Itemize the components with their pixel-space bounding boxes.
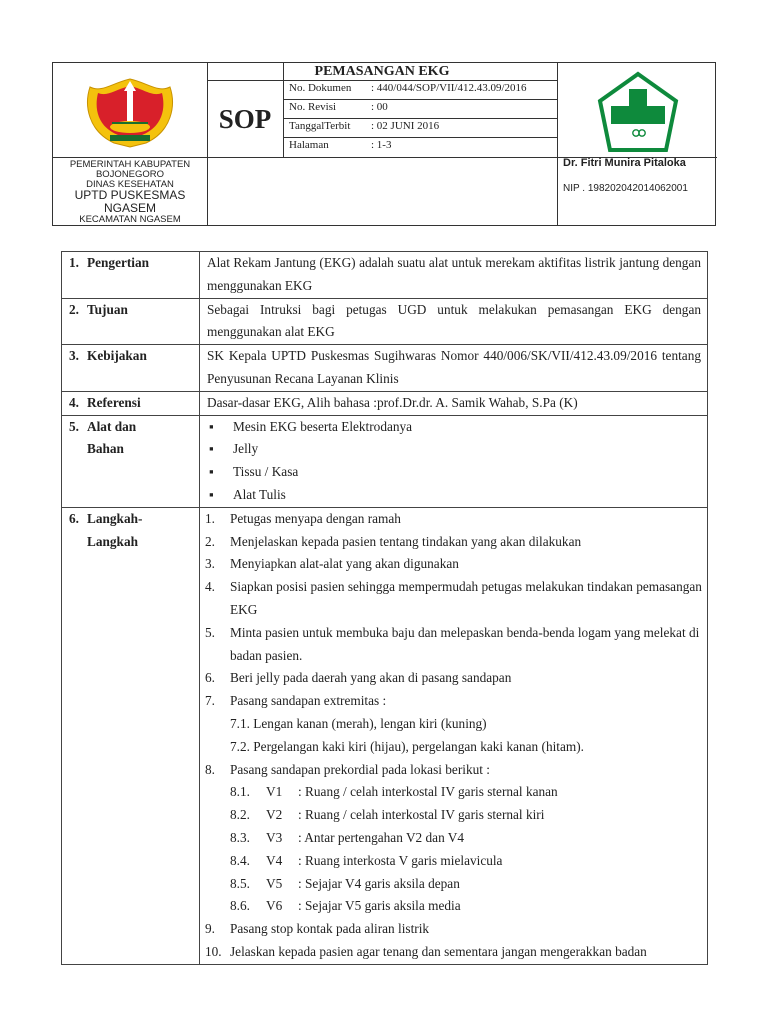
list-langkah <box>200 507 708 964</box>
sop-table <box>61 251 708 965</box>
regency-logo-icon <box>78 69 182 151</box>
sub-step-item: 7.2. Pergelangan kaki kiri (hijau), pergelangan kaki kanan (hitam). <box>230 738 584 754</box>
org-line-6: KECAMATAN NGASEM <box>79 214 181 225</box>
document-title: PEMASANGAN EKG <box>314 64 450 79</box>
step-item: 10. Jelaskan kepada pasien agar tenang dan sementara jangan mengerakkan badan <box>205 943 647 959</box>
list-alat-dan-bahan <box>200 415 708 507</box>
label-tujuan: 2. Tujuan <box>62 298 200 345</box>
field-value-no-revisi: : 00 <box>371 101 388 113</box>
field-value-no-dokumen: : 440/044/SOP/VII/412.43.09/2016 <box>371 82 527 94</box>
sub-step-item: 7.1. Lengan kanan (merah), lengan kiri (kuning) <box>230 715 487 731</box>
text-tujuan: Sebagai Intruksi bagi petugas UGD untuk melakukan pemasangan EKG dengan menggunakan alat EKG <box>200 298 708 345</box>
table-row <box>62 507 708 964</box>
field-value-halaman: : 1-3 <box>371 139 392 151</box>
org-line-4: UPTD PUSKESMAS <box>74 188 186 202</box>
table-row <box>62 345 708 392</box>
sub-step-item: 8.5. V5 : Sejajar V4 garis aksila depan <box>230 875 460 891</box>
text-pengertian: Alat Rekam Jantung (EKG) adalah suatu alat untuk merekam aktifitas listrik jantung dengan menggunakan EKG <box>200 252 708 299</box>
field-value-tanggal-terbit: : 02 JUNI 2016 <box>371 120 440 132</box>
step-item: 6. Beri jelly pada daerah yang akan di pasang sandapan <box>205 670 512 686</box>
table-row <box>62 415 708 507</box>
sub-step-item: 8.2. V2 : Ruang / celah interkostal IV garis sternal kiri <box>230 807 545 823</box>
signatory-name: Dr. Fitri Munira Pitaloka <box>563 157 686 169</box>
step-item: 9. Pasang stop kontak pada aliran listrik <box>205 921 430 937</box>
sop-label: SOP <box>218 104 272 134</box>
org-line-1: PEMERINTAH KABUPATEN <box>69 159 191 170</box>
text-referensi: Dasar-dasar EKG, Alih bahasa :prof.Dr.dr. A. Samik Wahab, S.Pa (K) <box>200 391 708 415</box>
text-kebijakan: SK Kepala UPTD Puskesmas Sugihwaras Nomor 440/006/SK/VII/412.43.09/2016 tentang Penyusunan Recana Layanan Klinis <box>200 345 708 392</box>
document-header <box>52 62 716 226</box>
list-item: ▪ Tissu / Kasa <box>209 464 299 480</box>
sub-step-item: 8.6. V6 : Sejajar V5 garis aksila media <box>230 898 461 914</box>
sub-step-item: 8.3. V3 : Antar pertengahan V2 dan V4 <box>230 829 465 845</box>
org-line-5: NGASEM <box>103 201 156 215</box>
field-label-tanggal-terbit: TanggalTerbit <box>289 120 351 132</box>
list-item: ▪ Jelly <box>209 441 259 457</box>
list-item: ▪ Mesin EKG beserta Elektrodanya <box>209 418 413 434</box>
step-item: 1. Petugas menyapa dengan ramah <box>205 510 401 526</box>
puskesmas-logo-icon <box>596 71 680 153</box>
label-langkah-langkah: 6. Langkah- Langkah <box>62 507 200 964</box>
step-item: 3. Menyiapkan alat-alat yang akan digunakan <box>205 556 459 572</box>
label-kebijakan: 3. Kebijakan <box>62 345 200 392</box>
step-item: 5. Minta pasien untuk membuka baju dan melepaskan benda-benda logam yang melekat di badan pasien. <box>205 624 700 663</box>
signatory-nip: NIP . 198202042014062001 <box>563 183 688 194</box>
step-item: 4. Siapkan posisi pasien sehingga mempermudah petugas melakukan tindakan pemasangan EKG <box>205 579 702 617</box>
list-item: ▪ Alat Tulis <box>209 486 286 502</box>
step-item: 2. Menjelaskan kepada pasien tentang tindakan yang akan dilakukan <box>205 533 582 549</box>
step-item: 8. Pasang sandapan prekordial pada lokasi berikut : <box>205 761 490 777</box>
step-item: 7. Pasang sandapan extremitas : <box>205 693 387 709</box>
label-referensi: 4. Referensi <box>62 391 200 415</box>
org-line-2: BOJONEGORO <box>95 169 165 180</box>
table-row <box>62 391 708 415</box>
label-pengertian: 1. Pengertian <box>62 252 200 299</box>
sub-step-item: 8.1. V1 : Ruang / celah interkostal IV garis sternal kanan <box>230 784 558 800</box>
label-alat-dan-bahan: 5. Alat dan Bahan <box>62 415 200 507</box>
org-line-3: DINAS KESEHATAN <box>86 179 174 190</box>
table-row <box>62 298 708 345</box>
field-label-halaman: Halaman <box>289 139 329 151</box>
table-row <box>62 252 708 299</box>
sub-step-item: 8.4. V4 : Ruang interkosta V garis mielavicula <box>230 852 503 868</box>
field-label-no-dokumen: No. Dokumen <box>289 82 352 94</box>
field-label-no-revisi: No. Revisi <box>289 101 337 113</box>
